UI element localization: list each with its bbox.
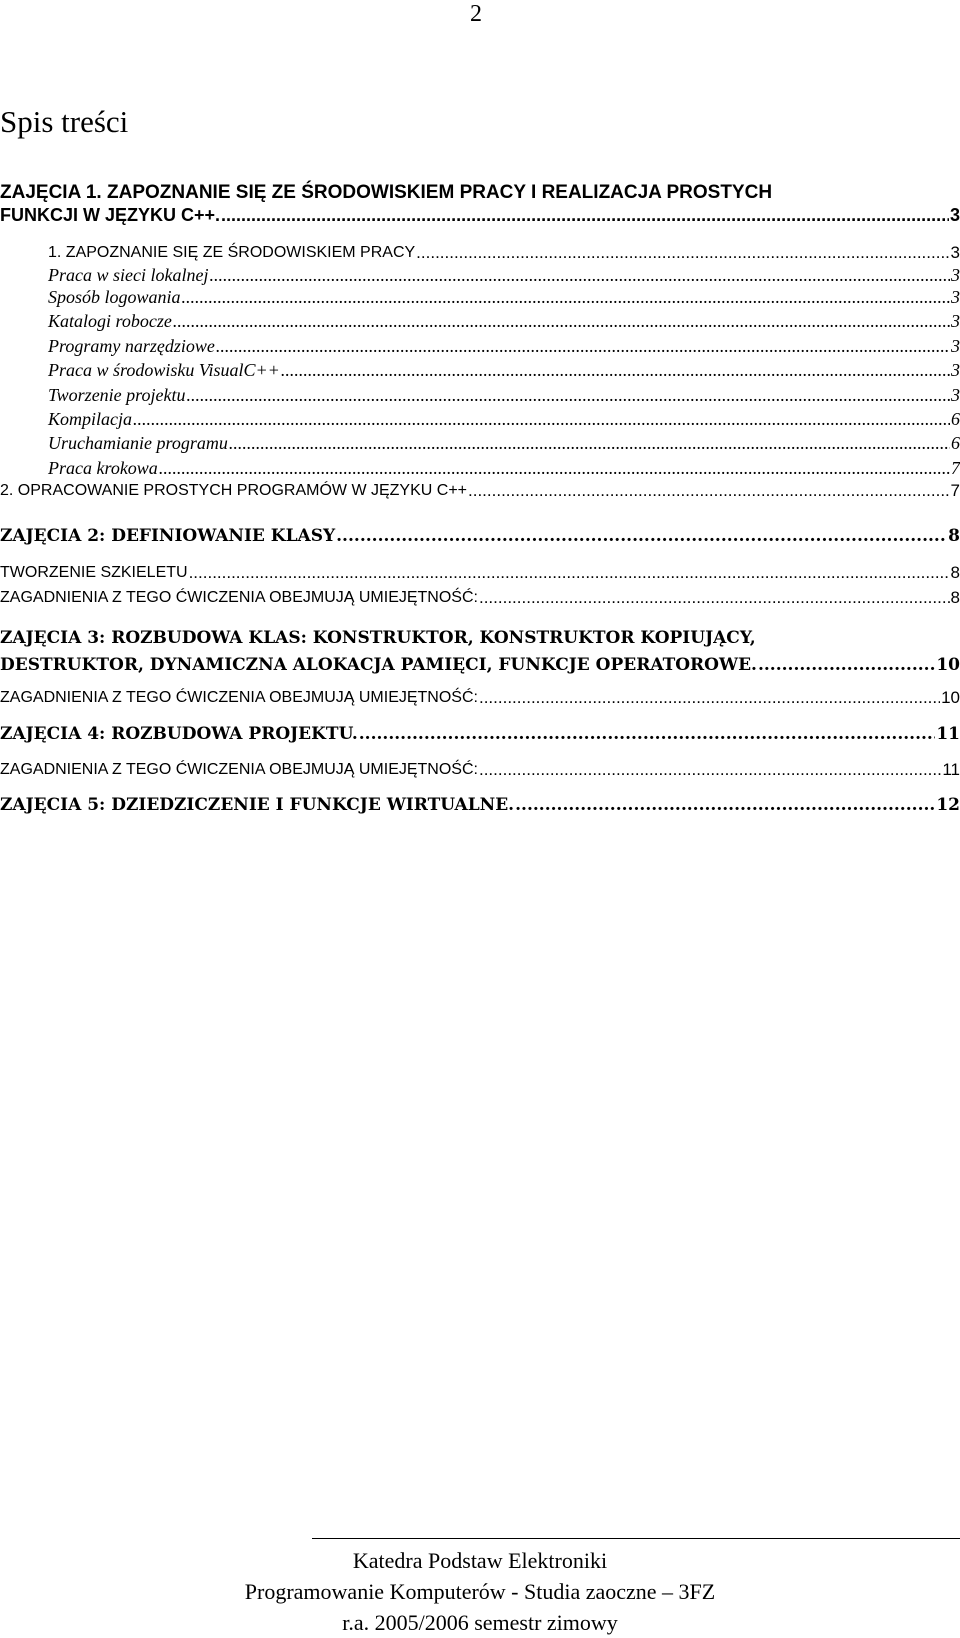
page-number: 2 [470,1,482,27]
toc-page-number: 11 [936,724,960,744]
leader-dots [416,243,949,263]
leader-dots [479,760,941,780]
leader-dots [281,359,950,381]
toc-entry-zagadnienia-4[interactable] [0,760,960,780]
toc-page-number: 3 [951,336,960,356]
page-footer [0,1545,960,1638]
leader-dots [479,688,940,708]
toc-item[interactable] [48,310,960,332]
footer-department: Katedra Podstaw Elektroniki [352,1548,608,1573]
toc-entry-label: Tworzenie projektu [48,385,186,405]
toc-entry-label: Praca w sieci lokalnej [48,265,209,285]
leader-dots [479,588,950,608]
toc-item[interactable] [48,432,960,454]
toc-page-number: 7 [951,458,960,478]
toc-entry-label: Kompilacja [48,409,132,429]
toc-entry-label: Praca krokowa [48,458,158,478]
footer-semester: r.a. 2005/2006 semestr zimowy [342,1610,618,1635]
toc-entry-zajecia-4[interactable] [0,723,960,745]
toc-entry-label: ZAGADNIENIA Z TEGO ĆWICZENIA OBEJMUJĄ UMIEJĘTNOŚĆ: [0,689,478,706]
toc-item[interactable] [48,457,960,479]
leader-dots [187,384,951,406]
leader-dots [159,457,950,479]
toc-entry-label: 2. OPRACOWANIE PROSTYCH PROGRAMÓW W JĘZYKU C++ [0,482,468,499]
leader-dots [468,481,950,501]
leader-dots [359,723,936,745]
toc-page-number: 10 [941,688,960,707]
toc-item[interactable] [48,359,960,381]
toc-entry-label: Uruchamianie programu [48,433,228,453]
leader-dots [221,204,949,226]
toc-entry-label: Katalogi robocze [48,311,172,331]
toc-page-number: 3 [951,311,960,331]
toc-page-number: 3 [951,287,960,307]
leader-dots [758,652,935,679]
toc-page-number: 8 [950,588,960,607]
leader-dots [336,525,947,547]
leader-dots [209,264,950,286]
leader-dots [182,286,950,308]
toc-entry-label: ZAGADNIENIA Z TEGO ĆWICZENIA OBEJMUJĄ UMIEJĘTNOŚĆ: [0,589,478,606]
toc-page-number: 12 [936,795,960,815]
toc-page-number: 3 [951,360,960,380]
leader-dots [216,335,950,357]
toc-page-number: 3 [950,243,960,262]
toc-entry-label: ZAJĘCIA 2: DEFINIOWANIE KLASY [0,526,336,546]
toc-entry-label: ZAJĘCIA 1. ZAPOZNANIE SIĘ ZE ŚRODOWISKIEM PRACY I REALIZACJA PROSTYCH [0,182,773,203]
toc-entry-section-2[interactable] [0,481,960,501]
toc-entry-zajecia-1[interactable] [0,182,960,226]
toc-entry-label: Praca w środowisku VisualC++ [48,360,280,380]
toc-page-number: 10 [936,655,960,675]
toc-title: Spis treści [0,104,129,139]
toc-page-number: 3 [951,385,960,405]
toc-entry-zagadnienia-2[interactable] [0,588,960,608]
toc-entry-label: ZAJĘCIA 4: ROZBUDOWA PROJEKTU. [0,724,358,744]
footer-course: Programowanie Komputerów - Studia zaoczne – 3FZ [244,1579,716,1604]
toc-entry-zajecia-3[interactable] [0,625,960,679]
toc-page-number: 6 [951,433,960,453]
toc-page-number: 7 [950,481,960,500]
leader-dots [173,310,950,332]
toc-entry-zajecia-2[interactable] [0,525,960,547]
toc-page-number: 3 [951,265,960,285]
toc-item[interactable] [48,335,960,357]
toc-page-number: 8 [948,526,960,546]
toc-item[interactable] [48,264,960,286]
leader-dots [189,563,950,583]
toc-item[interactable] [48,286,960,308]
toc-entry-label: DESTRUKTOR, DYNAMICZNA ALOKACJA PAMIĘCI, FUNKCJE OPERATOROWE. [0,655,757,675]
toc-item[interactable] [48,408,960,430]
toc-page-number: 11 [942,760,960,779]
toc-entry-section-1[interactable] [48,243,960,263]
toc-entry-label: FUNKCJI W JĘZYKU C++. [0,205,221,225]
toc-entry-zagadnienia-3[interactable] [0,688,960,708]
toc-entry-label: ZAJĘCIA 5: DZIEDZICZENIE I FUNKCJE WIRTUALNE. [0,795,515,815]
toc-entry-label: Sposób logowania [48,287,181,307]
toc-entry-tworzenie-szkieletu[interactable] [0,563,960,583]
toc-entry-zajecia-5[interactable] [0,794,960,816]
toc-entry-label: ZAJĘCIA 3: ROZBUDOWA KLAS: KONSTRUKTOR, KONSTRUKTOR KOPIUJĄCY, [0,628,756,648]
toc-entry-label: Programy narzędziowe [48,336,215,356]
toc-page-number: 8 [950,563,960,582]
toc-entry-label: 1. ZAPOZNANIE SIĘ ZE ŚRODOWISKIEM PRACY [48,244,416,261]
leader-dots [229,432,950,454]
leader-dots [515,794,935,816]
toc-entry-label: TWORZENIE SZKIELETU [0,564,188,581]
toc-entry-label: ZAGADNIENIA Z TEGO ĆWICZENIA OBEJMUJĄ UMIEJĘTNOŚĆ: [0,761,478,778]
toc-page-number: 6 [951,409,960,429]
footer-divider [312,1538,960,1539]
toc-item[interactable] [48,384,960,406]
leader-dots [133,408,950,430]
toc-page-number: 3 [949,205,960,225]
